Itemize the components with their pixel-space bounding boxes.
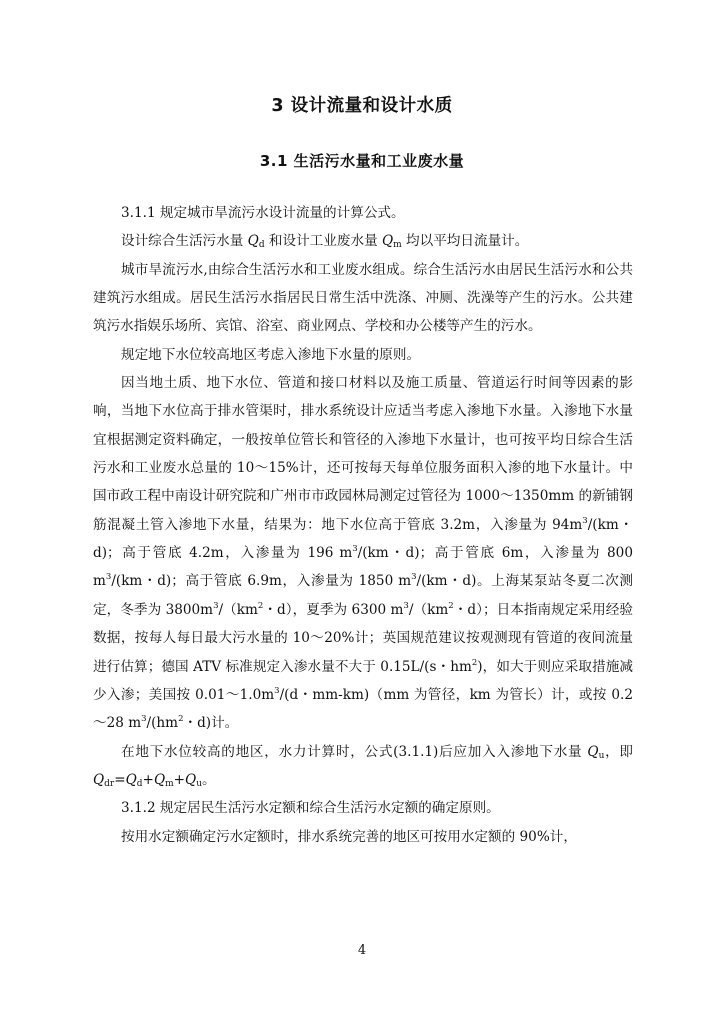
- body-text: [93, 199, 633, 851]
- clause-3-1-1: 3.1.1 规定城市旱流污水设计流量的计算公式。: [121, 205, 405, 221]
- paragraph-sewage-quota: 按用水定额确定污水定额时，排水系统完善的地区可按用水定额的 90%计，: [121, 828, 577, 845]
- paragraph-flow-definition: 设计综合生活污水量 $Q_d$ 和设计工业废水量 $Q_m$ 均以平均日流量计。: [121, 233, 529, 251]
- clause-3-1-2: 3.1.2 规定居民生活污水定额和综合生活污水定额的确定原则。: [121, 800, 500, 817]
- paragraph-hydraulic-calc: 在地下水位较高的地区，水力计算时，公式(3.1.1)后应加入入渗地下水量 $Q_u$，即 $Q_{dr}=Q_d+Q_m+Q_u$。: [93, 743, 634, 789]
- section-title: 3.1 生活污水量和工业废水量: [259, 152, 465, 170]
- page-number: 4: [357, 943, 367, 958]
- paragraph-groundwater-principle: 规定地下水位较高地区考虑入渗地下水量的原则。: [121, 346, 421, 363]
- paragraph-infiltration: 因当地土质、地下水位、管道和接口材料以及施工质量、管道运行时间等因素的影响，当地下水位高于排水管渠时，排水系统设计应适当考虑入渗地下水量。入渗地下水量宜根据测定资料确定，一般按单位管长和管径的入渗地下水量计，也可按平均日综合生活污水和工业废水总量的 10～15%计，还可按每天每单位服务面积入渗的地下水量计。中国市政工程中南设计研究院和广州市市政园林局测定过管径为 1000～1350mm 的新铺钢筋混凝土管入渗地下水量，结果为：地下水位高于管底 3.2m，入渗量为 $94m^3/(km$・d)；高于管底 4.2m，入渗量为 196 $m^3/(km$・d)；高于管底 6m，入渗量为 800 $m^3/(km$・d)；高于管底 6.9m，入渗量为 1850 $m^3/(km$・d)。上海某泵站冬夏二次测定，冬季为 $3800m^3/(km^2$・d），夏季为 6300 $m^3/(km^2$・d）；日本指南规定采用经验数据，按每人每日最大污水量的 10～20%计；英国规范建议按观测现有管道的夜间流量进行估算；德国 ATV 标准规定入渗水量不大于 0.15L/(s・$hm^2$)，如大于则应采取措施减少入渗；美国按 $0.01\sim 1.0m^3/(d$・mm-km)（mm 为管径，km 为管长）计，或按 0.2～28 $m^3/(hm^2$・d)计。: [93, 375, 634, 732]
- paragraph-dry-flow: 城市旱流污水,由综合生活污水和工业废水组成。综合生活污水由居民生活污水和公共建筑污水组成。居民生活污水指居民日常生活中洗涤、冲厕、洗澡等产生的污水。公共建筑污水指娱乐场所、宾馆、浴室、商业网点、学校和办公楼等产生的污水。: [93, 261, 633, 335]
- chapter-title: 3 设计流量和设计水质: [271, 96, 453, 116]
